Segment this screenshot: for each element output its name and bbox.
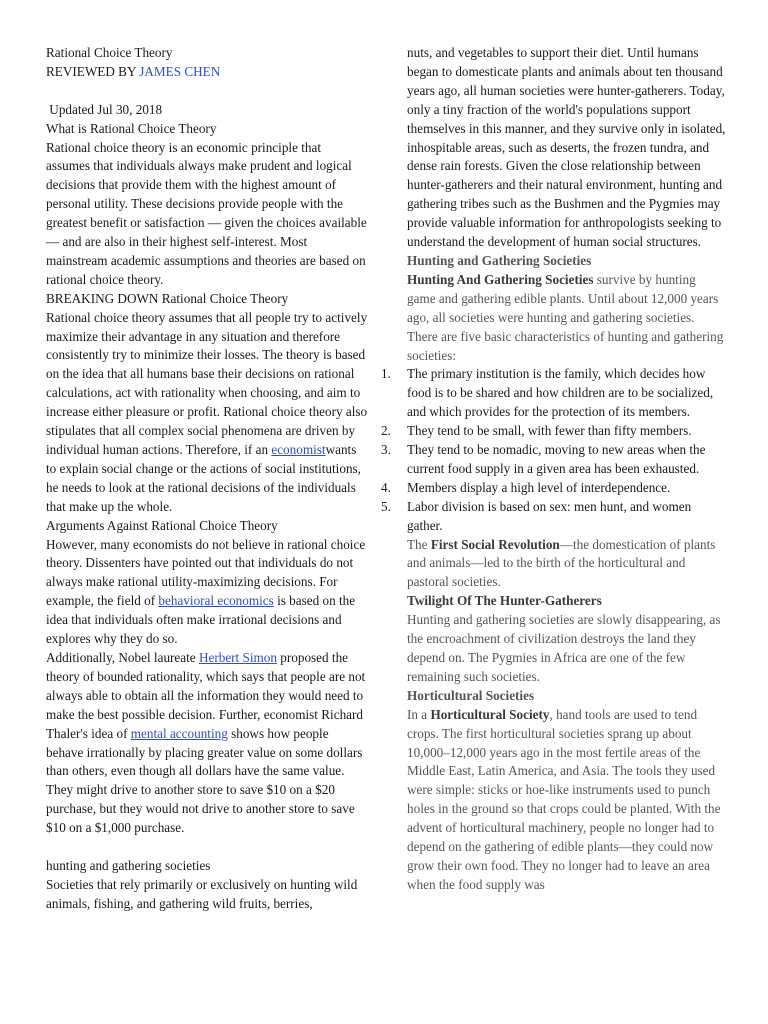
economist-link[interactable]: economist	[271, 442, 326, 458]
text-run: Rational choice theory assumes that all people try to actively maximize their advantage in any situation and therefore consistently try to minimize their losses. The theory is based on the idea that all humans base their decisions on rational calculations, act with rationality when choosing, and aim to increase either pleasure or profit. Rational choice theory also stipulates that all complex social phenomena are driven by individual human actions. Therefore, if an	[46, 309, 368, 458]
list-item	[381, 498, 727, 536]
list-item	[381, 422, 727, 441]
term-first-social-revolution: First Social Revolution	[430, 536, 560, 552]
left-column	[46, 44, 368, 914]
list-number: 5.	[381, 498, 391, 514]
paragraph-five-characteristics: There are five basic characteristics of hunting and gathering societies:	[407, 328, 724, 363]
heading-hunting-gathering-societies: Hunting and Gathering Societies	[407, 252, 592, 268]
paragraph-hunting-continued: nuts, and vegetables to support their diet. Until humans began to domesticate plants and animals about ten thousand years ago, all human societies were hunter-gatherers. Today, only a tiny fraction of the world's populations support themselves in this manner, and they survive only in isolated, inhospitable areas, such as deserts, the frozen tundra, and dense rain forests. Given the close relationship between hunter-gatherers and their natural environment, hunting and gathering tribes such as the Bushmen and the Pygmies may provide valuable information for anthropologists seeking to understand the development of human social structures.	[407, 45, 726, 250]
text-run: —the domestication of plants and animals—led to the birth of the horticultural and pastoral societies.	[407, 536, 716, 590]
text-run: Additionally, Nobel laureate	[46, 649, 199, 665]
text-run: survive by hunting game and gathering edible plants. Until about 12,000 years ago, all societies were hunting and gathering societies.	[407, 271, 719, 325]
paragraph-twilight: Hunting and gathering societies are slowly disappearing, as the encroachment of civilization destroys the land they depend on. The Pygmies in Africa are one of the few remaining such societies.	[407, 612, 721, 684]
mental-accounting-link[interactable]: mental accounting	[130, 725, 228, 741]
heading-hunting-gathering: hunting and gathering societies	[46, 857, 211, 873]
text-run: wants to explain social change or the actions of social institutions, he needs to look at the rational decisions of the individuals that make up the whole.	[46, 442, 361, 514]
paragraph-horticultural	[407, 706, 727, 895]
heading-breaking-down: BREAKING DOWN Rational Choice Theory	[46, 290, 289, 306]
list-number: 1.	[381, 366, 391, 382]
behavioral-economics-link[interactable]: behavioral economics	[158, 593, 274, 609]
reviewer-name: JAMES CHEN	[139, 63, 221, 79]
text-run: The	[407, 536, 431, 552]
reviewed-by-label: REVIEWED BY	[46, 63, 140, 79]
heading-twilight: Twilight Of The Hunter-Gatherers	[407, 593, 602, 609]
text-run: , hand tools are used to tend crops. The first horticultural societies sprang up about 10,000–12,000 years ago in the most fertile areas of the Middle East, Latin America, and Asia. The tools they used were simple: sticks or hoe-like instruments used to punch holes in the ground so that crops could be planted. With the advent of horticultural machinery, people no longer had to depend on the gathering of edible plants—they could now grow their own food. They no longer had to leave an area when the food supply was	[407, 706, 721, 892]
list-number: 3.	[381, 442, 391, 458]
heading-arguments-against: Arguments Against Rational Choice Theory	[46, 517, 278, 533]
heading-what-is: What is Rational Choice Theory	[46, 120, 217, 136]
characteristics-list	[381, 365, 727, 535]
right-column	[381, 44, 727, 895]
list-number: 2.	[381, 423, 391, 439]
list-number: 4.	[381, 479, 391, 495]
paragraph-arguments	[46, 536, 368, 649]
list-text: They tend to be small, with fewer than fifty members.	[407, 423, 692, 439]
list-item	[381, 479, 727, 498]
reviewed-by-line	[46, 63, 368, 82]
paragraph-hunting-intro: Societies that rely primarily or exclusively on hunting wild animals, fishing, and gathering wild fruits, berries,	[46, 876, 358, 911]
text-run: shows how people behave irrationally by placing greater value on some dollars than others, even though all dollars have the same value. They might drive to another store to save $10 on a $20 purchase, but they would not drive to another store to save $10 on a $1,000 purchase.	[46, 725, 363, 836]
paragraph-first-social-revolution	[407, 536, 727, 593]
list-text: They tend to be nomadic, moving to new areas when the current food supply in a given area has been exhausted.	[407, 442, 706, 476]
updated-date: Updated Jul 30, 2018	[46, 101, 163, 117]
paragraph-definition: Rational choice theory is an economic principle that assumes that individuals always make prudent and logical decisions that provide them with the highest amount of personal utility. These decisions provide people with the greatest benefit or satisfaction — given the choices available — and are also in their highest self-interest. Most mainstream academic assumptions and theories are based on rational choice theory.	[46, 139, 367, 287]
list-text: The primary institution is the family, which decides how food is to be shared and how children are to be socialized, and which provides for the protection of its members.	[407, 366, 714, 420]
list-item	[381, 441, 727, 479]
spacer	[46, 838, 368, 857]
list-item	[381, 365, 727, 422]
heading-horticultural: Horticultural Societies	[407, 687, 535, 703]
text-run: However, many economists do not believe in rational choice theory. Dissenters have pointed out that individuals do not always make rational utility-maximizing decisions. For example, the field of	[46, 536, 366, 609]
text-run: proposed the theory of bounded rationality, which says that people are not always able to obtain all the information they would need to make the best possible decision. Further, economist Richard Thaler's idea of	[46, 649, 366, 741]
text-run: is based on the idea that individuals often make irrational decisions and explores why they do so.	[46, 593, 356, 647]
list-text: Labor division is based on sex: men hunt, and women gather.	[407, 498, 692, 533]
list-text: Members display a high level of interdependence.	[407, 479, 671, 495]
text-run: In a	[407, 706, 431, 722]
term-horticultural-society: Horticultural Society	[430, 706, 550, 722]
paragraph-bounded-rationality	[46, 649, 368, 838]
spacer	[46, 82, 368, 101]
term-hgs: Hunting And Gathering Societies	[407, 271, 594, 287]
paragraph-hgs	[407, 271, 727, 328]
herbert-simon-link[interactable]: Herbert Simon	[198, 649, 277, 665]
article-title: Rational Choice Theory	[46, 45, 173, 60]
paragraph-breaking-down	[46, 309, 368, 517]
